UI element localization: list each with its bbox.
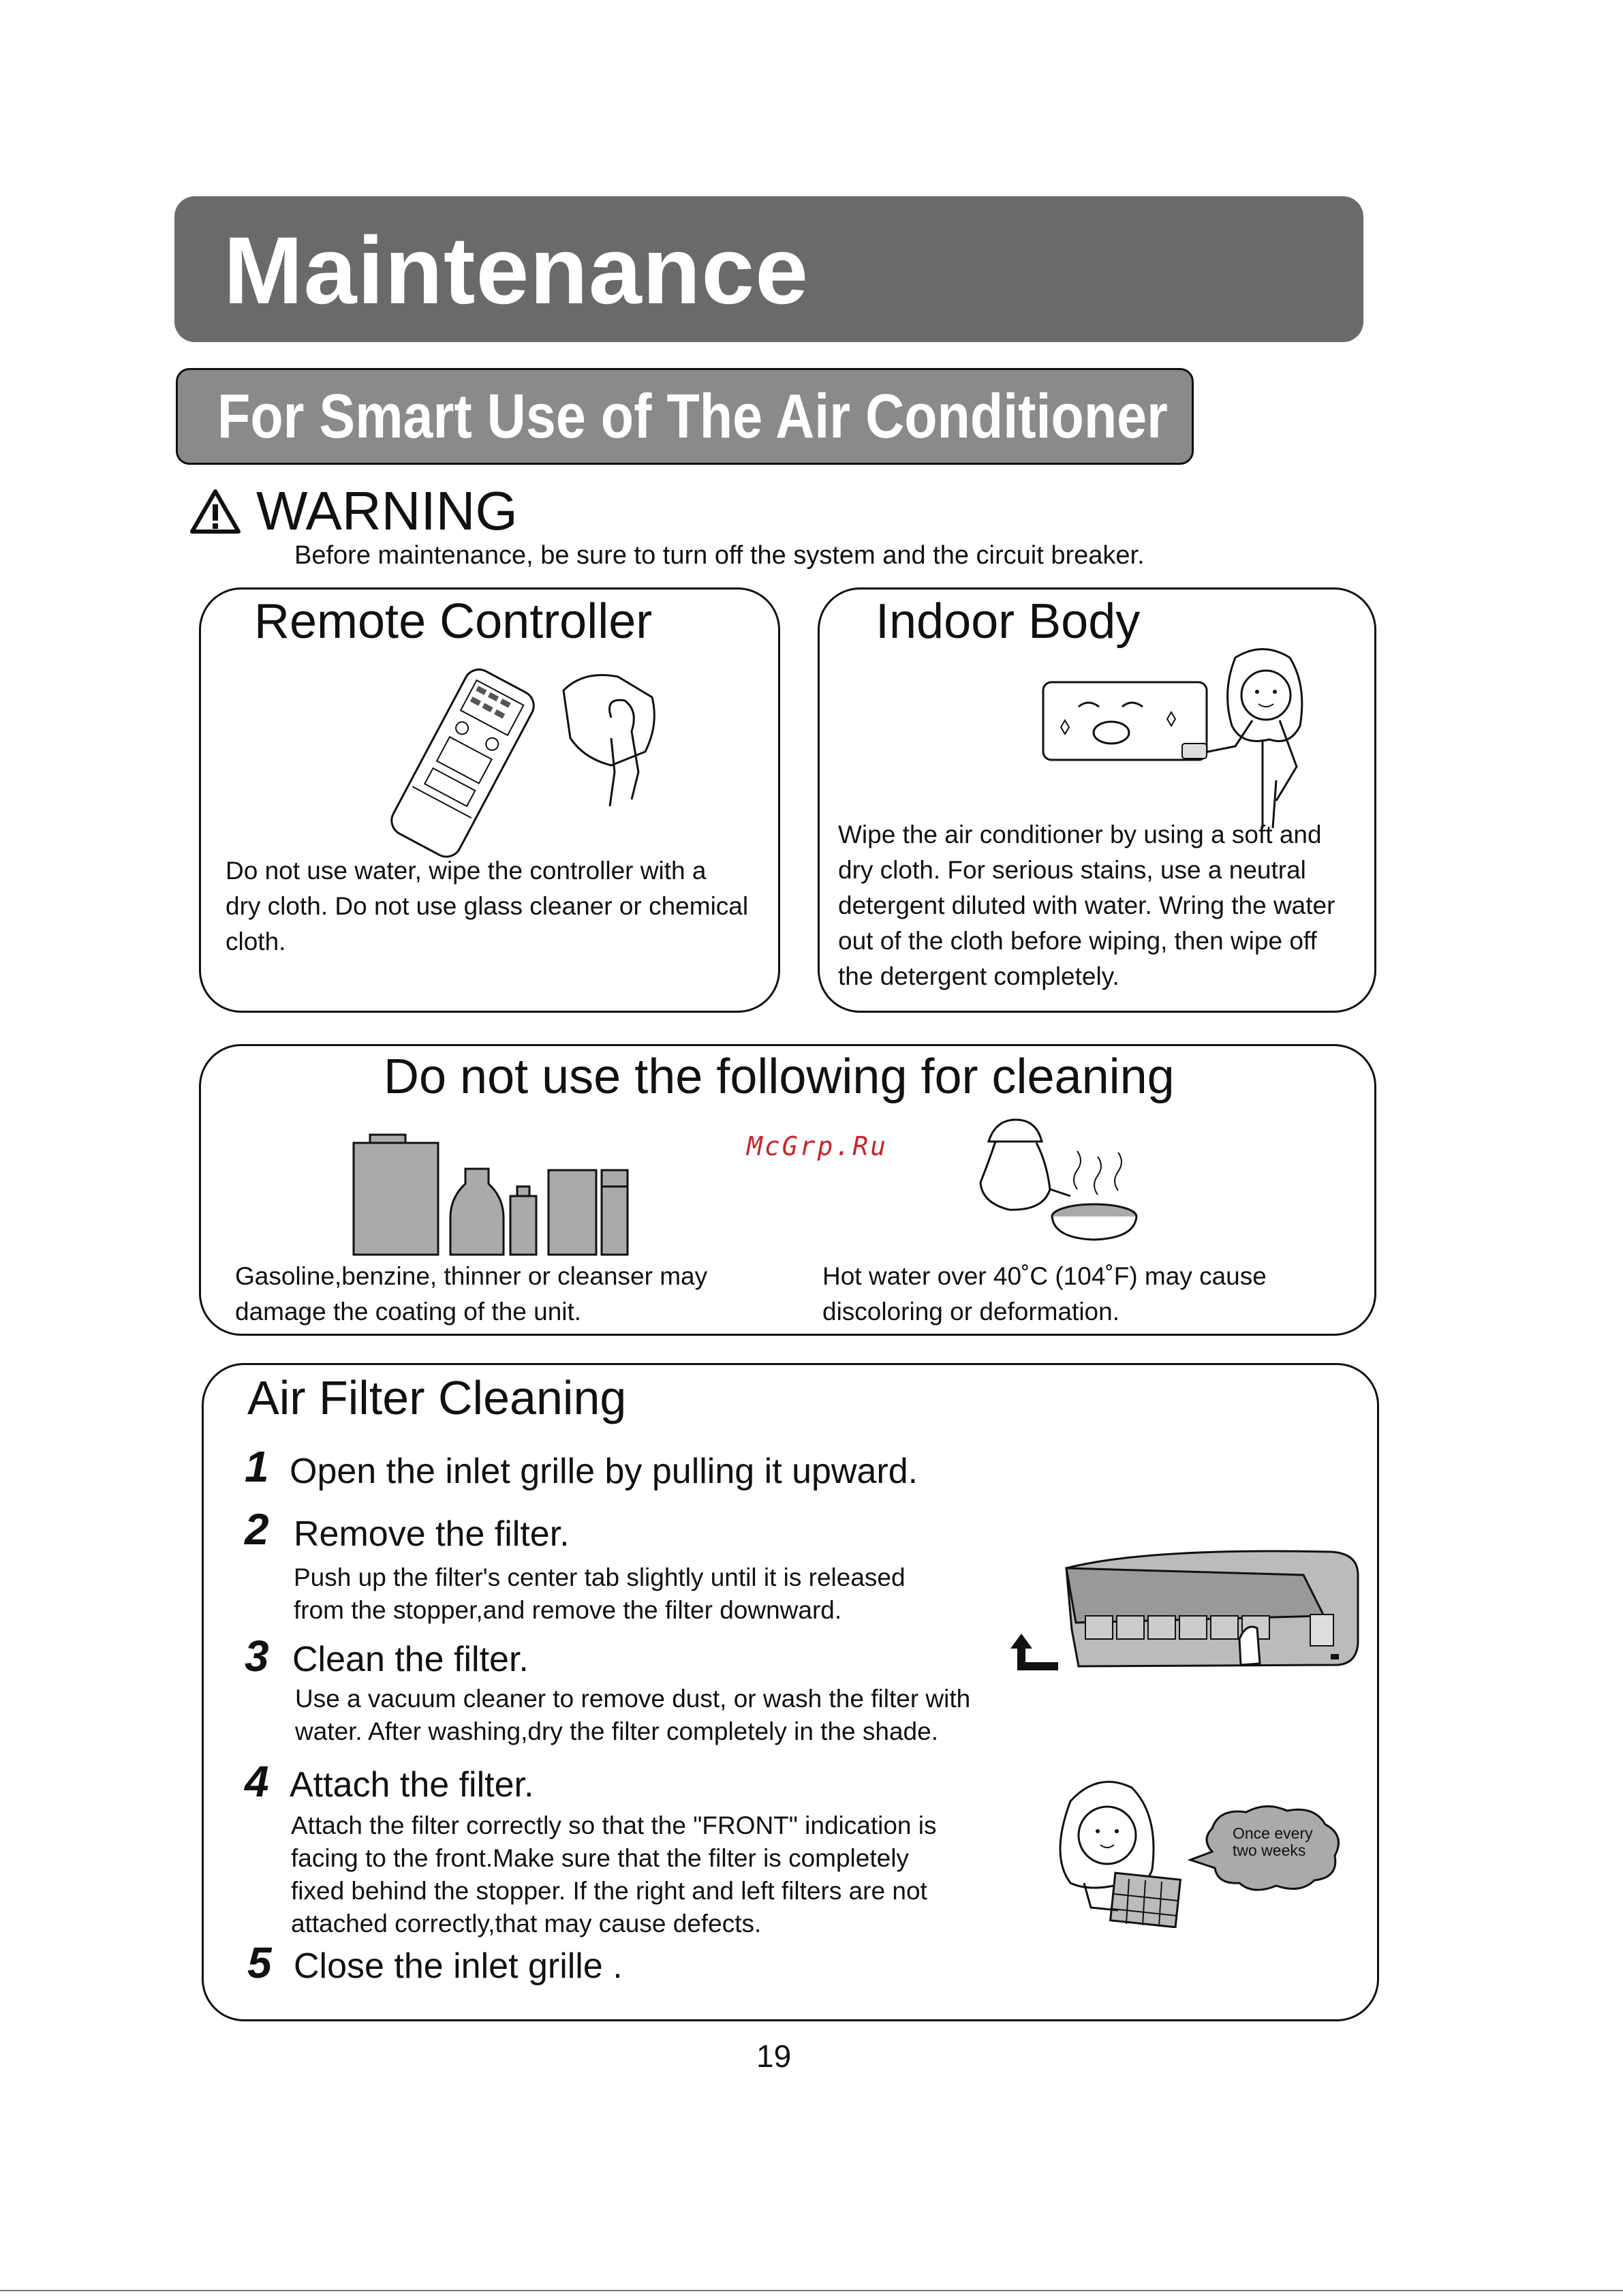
step-line: from the stopper,and remove the filter downward. (294, 1596, 842, 1624)
air-filter-panel (202, 1363, 1379, 2021)
step-body (294, 1561, 906, 1627)
indoor-body-heading: Indoor Body (876, 594, 1141, 649)
page-subtitle: For Smart Use of The Air Conditioner (217, 382, 1168, 451)
remote-controller-heading: Remote Controller (254, 594, 653, 649)
remote-instructions (226, 853, 748, 960)
step-body (291, 1809, 937, 1940)
step-number: 5 (247, 1938, 272, 1987)
do-not-use-panel (199, 1044, 1376, 1336)
subtitle-banner (176, 368, 1194, 465)
step-title: Open the inlet grille by pulling it upward. (290, 1452, 918, 1491)
step-number: 1 (245, 1442, 269, 1491)
warning-title: WARNING (256, 480, 518, 541)
solvent-warning (235, 1259, 707, 1330)
step-number: 3 (245, 1632, 269, 1681)
indoor-line: Wipe the air conditioner by using a soft and (838, 821, 1322, 848)
warning-triangle-icon (189, 488, 241, 534)
indoor-cleaning-illustration (1038, 644, 1338, 835)
filter-removal-illustration (1010, 1548, 1365, 1704)
step-title: Remove the filter. (294, 1514, 570, 1554)
step-line: facing to the front.Make sure that the filter is completely (291, 1844, 909, 1872)
hot-water-kettle-icon (968, 1114, 1145, 1244)
solvent-containers-icon (348, 1129, 634, 1259)
indoor-instructions (838, 817, 1335, 994)
step-line: fixed behind the stopper. If the right and left filters are not (291, 1877, 927, 1905)
step-line: water. After washing,dry the filter completely in the shade. (295, 1717, 938, 1745)
page-title: Maintenance (223, 217, 809, 324)
solvent-line: damage the coating of the unit. (235, 1298, 582, 1326)
step-number: 2 (245, 1505, 269, 1554)
remote-cleaning-illustration (380, 663, 679, 868)
indoor-line: out of the cloth before wiping, then wipe off (838, 927, 1317, 955)
step-title: Clean the filter. (292, 1640, 529, 1679)
frequency-line: Once every (1233, 1824, 1313, 1842)
indoor-line: the detergent completely. (838, 962, 1119, 990)
step-title: Close the inlet grille . (294, 1946, 623, 1986)
hot-water-line: Hot water over 40˚C (104˚F) may cause (822, 1262, 1267, 1290)
warning-heading (189, 480, 518, 542)
remote-line: dry cloth. Do not use glass cleaner or chemical (226, 892, 749, 920)
remote-controller-panel (199, 587, 780, 1013)
step-title: Attach the filter. (290, 1765, 534, 1805)
indoor-line: dry cloth. For serious stains, use a neutral (838, 856, 1306, 884)
bottom-divider (0, 2290, 1623, 2291)
indoor-line: detergent diluted with water. Wring the water (838, 891, 1335, 919)
solvent-line: Gasoline,benzine, thinner or cleanser may (235, 1262, 708, 1290)
title-banner (174, 196, 1363, 342)
step-number: 4 (245, 1757, 269, 1806)
frequency-line: two weeks (1233, 1841, 1306, 1859)
hot-water-line: discoloring or deformation. (822, 1298, 1119, 1326)
remote-line: Do not use water, wipe the controller with a (226, 857, 707, 885)
step-line: Push up the filter's center tab slightly until it is released (294, 1563, 906, 1591)
frequency-note (1233, 1825, 1313, 1859)
do-not-use-heading: Do not use the following for cleaning (384, 1050, 1175, 1104)
air-filter-heading: Air Filter Cleaning (247, 1371, 627, 1424)
watermark: McGrp.Ru (747, 1131, 888, 1161)
girl-with-filter-illustration (1043, 1774, 1207, 1928)
remote-line: cloth. (226, 928, 286, 955)
hot-water-warning (822, 1259, 1267, 1330)
step-body (295, 1683, 970, 1748)
step-line: attached correctly,that may cause defects. (291, 1910, 762, 1938)
page-number: 19 (756, 2038, 792, 2074)
indoor-body-panel (818, 587, 1376, 1013)
step-line: Attach the filter correctly so that the "FRONT" indication is (291, 1811, 937, 1839)
warning-note: Before maintenance, be sure to turn off the system and the circuit breaker. (294, 541, 1145, 570)
step-line: Use a vacuum cleaner to remove dust, or wash the filter with (295, 1685, 971, 1713)
